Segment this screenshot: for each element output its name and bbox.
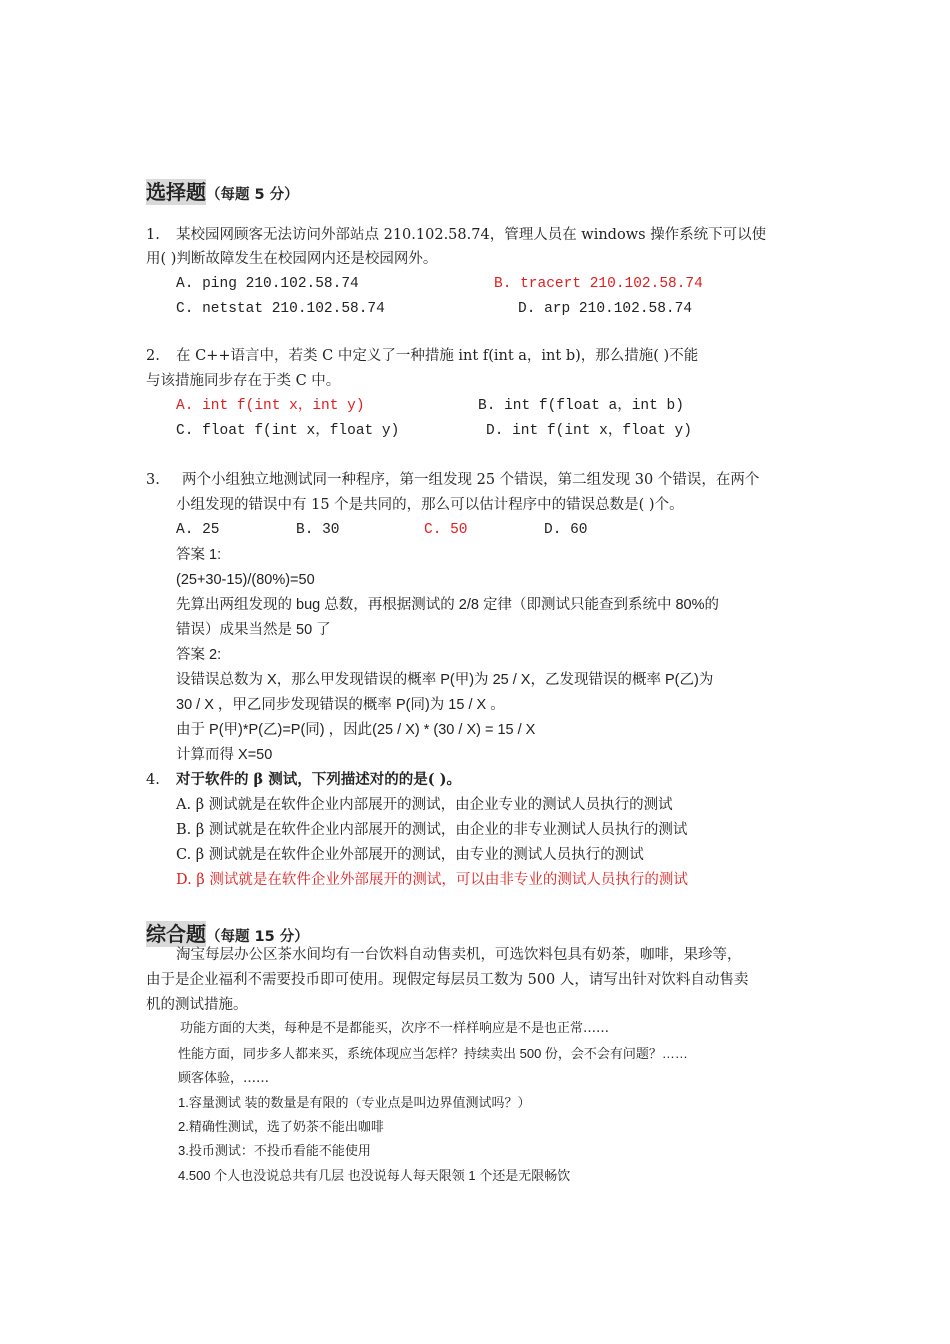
note-line: 1.容量测试 装的数量是有限的（专业点是叫边界值测试吗？） xyxy=(178,1095,531,1110)
option-c: C. netstat 210.102.58.74 xyxy=(176,301,385,317)
note-line: 3.投币测试：不投币看能不能使用 xyxy=(178,1143,371,1158)
question-text: 用( )判断故障发生在校园网内还是校园网外。 xyxy=(146,251,438,267)
option-c-answer: C. 50 xyxy=(424,522,468,538)
note-line: 顾客体验，…… xyxy=(178,1071,270,1086)
question-number: 1. xyxy=(146,227,160,243)
section-title-choice xyxy=(146,176,299,205)
answer-text: 错误）成果当然是 50 了 xyxy=(176,622,331,638)
question-number: 2. xyxy=(146,348,160,364)
answer-text: 由于 P(甲)*P(乙)=P(同) ，因此(25 / X) * (30 / X) = 15 / X xyxy=(176,722,536,738)
option-d: D. 60 xyxy=(544,522,588,538)
question-text: 某校园网顾客无法访问外部站点 210.102.58.74，管理人员在 windows 操作系统下可以使 xyxy=(176,227,767,243)
note-line: 性能方面，同步多人都来买，系统体现应当怎样？持续卖出 500 份，会不会有问题？…… xyxy=(178,1046,688,1061)
option-b: B. 30 xyxy=(296,522,340,538)
question-number: 4. xyxy=(146,772,160,788)
section-title-main: 选择题 xyxy=(146,180,206,204)
section-title-sub: （每题 15 分） xyxy=(206,929,309,945)
question-text: 两个小组独立地测试同一种程序，第一组发现 25 个错误，第二组发现 30 个错误，在两个 xyxy=(182,472,760,488)
question-text: 淘宝每层办公区茶水间均有一台饮料自动售卖机，可选饮料包具有奶茶，咖啡，果珍等， xyxy=(176,947,742,963)
note-line: 2.精确性测试，选了奶茶不能出咖啡 xyxy=(178,1119,384,1134)
option-c: C. float f(int x，float y) xyxy=(176,423,400,439)
answer-label: 答案 1: xyxy=(176,547,222,563)
answer-text: 先算出两组发现的 bug 总数，再根据测试的 2/8 定律（即测试只能查到系统中 80%的 xyxy=(176,597,720,613)
option-a: A. β 测试就是在软件企业内部展开的测试，由企业专业的测试人员执行的测试 xyxy=(176,797,673,813)
answer-formula: (25+30-15)/(80%)=50 xyxy=(176,572,315,588)
option-b: B. β 测试就是在软件企业内部展开的测试，由企业的非专业测试人员执行的测试 xyxy=(176,822,688,838)
answer-text: 30 / X ，甲乙同步发现错误的概率 P(同)为 15 / X 。 xyxy=(176,697,505,713)
question-text: 对于软件的 β 测试，下列描述对的的是( )。 xyxy=(176,771,461,788)
note-line: 4.500 个人也没说总共有几层 也没说每人每天限领 1 个还是无限畅饮 xyxy=(178,1168,571,1183)
section-title-main: 综合题 xyxy=(146,922,206,946)
question-text: 与该措施同步存在于类 C 中。 xyxy=(146,373,341,389)
option-b-answer: B. tracert 210.102.58.74 xyxy=(494,276,703,292)
answer-text: 设错误总数为 X，那么甲发现错误的概率 P(甲)为 25 / X，乙发现错误的概率 P(乙)为 xyxy=(176,672,714,688)
option-b: B. int f(float a，int b) xyxy=(478,398,684,414)
section-title-sub: （每题 5 分） xyxy=(206,187,299,203)
question-text: 机的测试措施。 xyxy=(146,997,248,1013)
option-a: A. ping 210.102.58.74 xyxy=(176,276,359,292)
question-text: 在 C++语言中，若类 C 中定义了一种措施 int f(int a，int b)，那么措施( )不能 xyxy=(176,348,699,364)
option-d-answer: D. β 测试就是在软件企业外部展开的测试，可以由非专业的测试人员执行的测试 xyxy=(176,872,688,888)
option-d: D. int f(int x，float y) xyxy=(486,423,692,439)
option-c: C. β 测试就是在软件企业外部展开的测试，由专业的测试人员执行的测试 xyxy=(176,847,644,863)
note-line: 功能方面的大类，每种是不是都能买，次序不一样样响应是不是也正常…… xyxy=(180,1021,610,1036)
question-text: 小组发现的错误中有 15 个是共同的，那么可以估计程序中的错误总数是( )个。 xyxy=(176,497,684,513)
option-a-answer: A. int f(int x，int y) xyxy=(176,398,365,414)
section-title-comprehensive xyxy=(146,918,309,947)
question-number: 3. xyxy=(146,472,160,488)
answer-label: 答案 2: xyxy=(176,647,222,663)
option-d: D. arp 210.102.58.74 xyxy=(518,301,693,317)
option-a: A. 25 xyxy=(176,522,220,538)
answer-text: 计算而得 X=50 xyxy=(176,747,273,763)
question-text: 由于是企业福利不需要投币即可使用。现假定每层员工数为 500 人，请写出针对饮料自动售卖 xyxy=(146,972,749,988)
